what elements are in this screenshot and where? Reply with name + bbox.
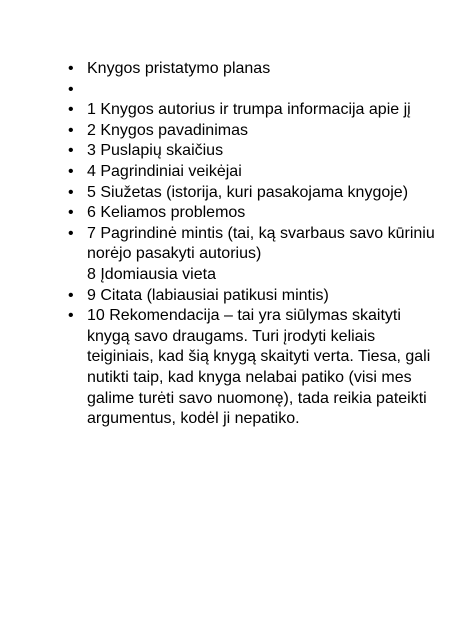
list-item-text: 5 Siužetas (istorija, kuri pasakojama knygoje) (87, 183, 409, 201)
list-item-text: 9 Citata (labiausiai patikusi mintis) (87, 286, 329, 304)
list-item (68, 306, 440, 430)
list-item-text: Knygos pristatymo planas (87, 60, 271, 77)
bullet-icon: • (68, 183, 74, 201)
bullet-icon: • (68, 224, 74, 242)
list-item (68, 100, 440, 121)
list-item (68, 59, 440, 80)
bullet-icon: • (68, 162, 74, 180)
book-presentation-outline (68, 59, 440, 430)
list-item (68, 162, 440, 183)
bullet-icon: • (68, 142, 74, 160)
list-item (68, 80, 440, 101)
bullet-icon: • (68, 80, 74, 98)
list-item-text: 6 Keliamos problemos (87, 204, 246, 222)
list-item (68, 183, 440, 204)
list-item (68, 203, 440, 224)
list-item-text: 4 Pagrindiniai veikėjai (87, 162, 242, 180)
list-item-continuation (68, 265, 440, 286)
bullet-icon: • (68, 121, 74, 139)
list-item-text: 2 Knygos pavadinimas (87, 121, 248, 139)
bullet-icon: • (68, 204, 74, 222)
bullet-icon: • (68, 60, 74, 77)
bullet-icon: • (68, 307, 74, 325)
list-item (68, 121, 440, 142)
list-item (68, 286, 440, 307)
list-item-text: 1 Knygos autorius ir trumpa informacija apie jį (87, 101, 411, 119)
bullet-icon: • (68, 286, 74, 304)
list-item-text: 8 Įdomiausia vieta (87, 265, 216, 283)
list-item-text: 3 Puslapių skaičius (87, 142, 224, 160)
list-item-text: 7 Pagrindinė mintis (tai, ką svarbaus savo kūriniu norėjo pasakyti autorius) (87, 224, 435, 263)
bullet-icon: • (68, 101, 74, 119)
list-item (68, 224, 440, 265)
list-item-text: 10 Rekomendacija – tai yra siūlymas skaityti knygą savo draugams. Turi įrodyti keliais teiginiais, kad šią knygą skaityti verta. Tiesa, gali nutikti taip, kad knyga nelabai patiko (visi mes galime turėti savo nuomonę), tada reikia pateikti argumentus, kodėl ji nepatiko. (87, 307, 431, 428)
list-item (68, 141, 440, 162)
